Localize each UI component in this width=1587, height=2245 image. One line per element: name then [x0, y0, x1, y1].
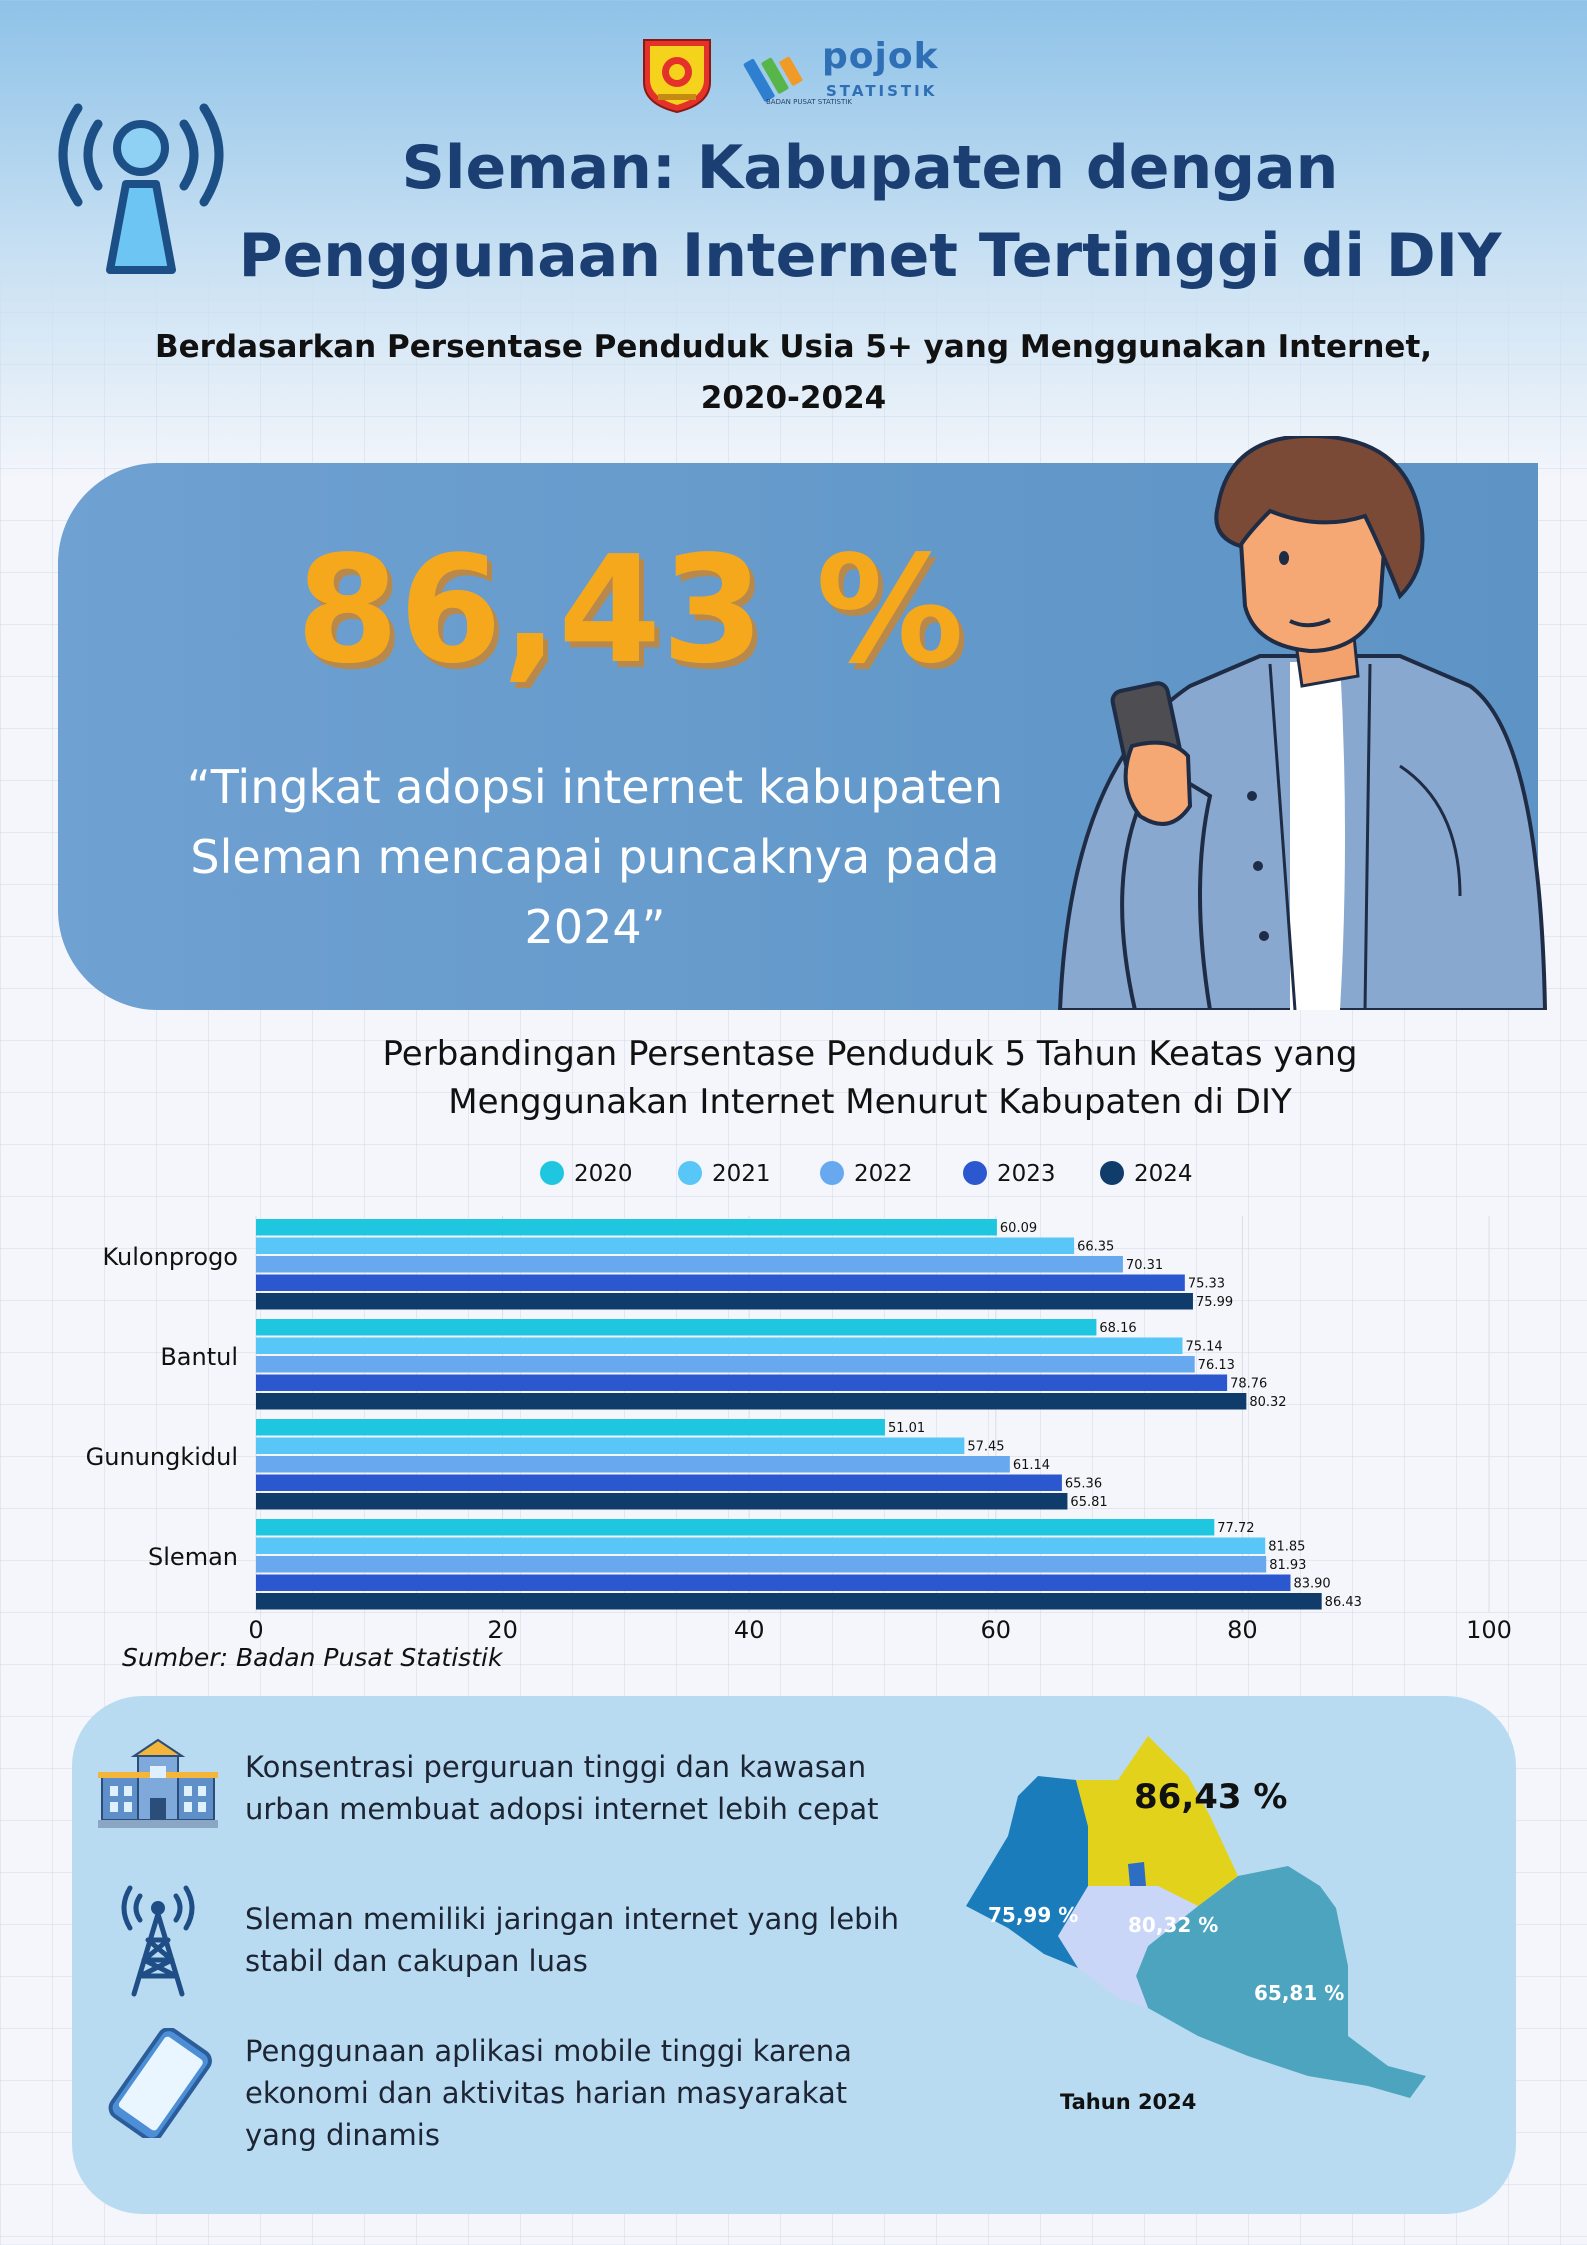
bar: [256, 1293, 1193, 1310]
map-region-sleman: [1076, 1736, 1238, 1906]
bar-value-label: 76.13: [1197, 1358, 1235, 1373]
bar: [256, 1438, 964, 1455]
page-title-line1: Sleman: Kabupaten dengan: [401, 133, 1339, 203]
bar: [256, 1475, 1062, 1492]
category-label: Sleman: [148, 1543, 238, 1571]
map-label-sleman: 86,43 %: [1134, 1777, 1288, 1817]
page-subtitle-line1: Berdasarkan Persentase Penduduk Usia 5+ yang Menggunakan Internet,: [154, 329, 1433, 365]
legend-label: 2023: [997, 1161, 1056, 1187]
category-label: Bantul: [160, 1343, 238, 1371]
info-point-network: Sleman memiliki jaringan internet yang lebih stabil dan cakupan luas: [245, 1902, 900, 1978]
category-label: Kulonprogo: [102, 1243, 238, 1271]
university-seal-logo: [636, 34, 718, 114]
legend-swatch: [678, 1161, 702, 1185]
bar-value-label: 51.01: [887, 1421, 926, 1436]
bar: [256, 1538, 1265, 1555]
bar-value-label: 57.45: [967, 1439, 1005, 1455]
info-point-campus: Konsentrasi perguruan tinggi dan kawasan urban membuat adopsi internet lebih cepat: [245, 1750, 879, 1826]
x-tick-label: 60: [980, 1616, 1012, 1644]
bar-value-label: 68.16: [1099, 1321, 1137, 1336]
page-subtitle: [40, 322, 1547, 424]
legend-label: 2020: [574, 1161, 633, 1187]
bar-chart: [0, 1150, 1587, 1680]
bar-value-label: 86.43: [1324, 1595, 1362, 1610]
bar-value-label: 78.76: [1230, 1376, 1268, 1392]
smartphone-icon: [100, 2028, 220, 2138]
bps-logo-text: BADAN PUSAT STATISTIK: [766, 98, 852, 106]
bar-value-label: 65.81: [1070, 1495, 1108, 1510]
info-point-mobile: Penggunaan aplikasi mobile tinggi karena ekonomi dan aktivitas harian masyarakat yang dinamis: [245, 2034, 852, 2152]
bar: [256, 1493, 1067, 1510]
chart-legend: [540, 1161, 1193, 1187]
bar: [256, 1275, 1185, 1292]
bar: [256, 1593, 1322, 1610]
hero-quote: “Tingkat adopsi internet kabupaten Sleman mencapai puncaknya pada 2024”: [186, 760, 1004, 954]
map-label-kulonprogo: 75,99 %: [988, 1903, 1079, 1927]
map-label-bantul: 80,32 %: [1128, 1913, 1219, 1937]
pojok-logo-text: pojok: [822, 36, 939, 77]
page-title-line2: Penggunaan Internet Tertinggi di DIY: [238, 221, 1502, 291]
chart-title: [120, 1030, 1587, 1126]
bar-value-label: 61.14: [1012, 1458, 1051, 1473]
bar-value-label: 83.90: [1293, 1576, 1331, 1592]
page-title: [190, 124, 1550, 300]
bar-value-label: 60.09: [999, 1221, 1038, 1236]
category-label: Gunungkidul: [85, 1443, 238, 1471]
page-subtitle-line2: 2020-2024: [700, 380, 887, 416]
bar-value-label: 75.14: [1185, 1339, 1223, 1355]
legend-swatch: [963, 1161, 987, 1185]
bar-value-label: 81.85: [1268, 1539, 1306, 1555]
bar: [256, 1338, 1182, 1355]
legend-swatch: [540, 1161, 564, 1185]
bar-value-label: 80.32: [1249, 1395, 1287, 1410]
legend-swatch: [820, 1161, 844, 1185]
bar: [256, 1556, 1266, 1573]
x-tick-label: 20: [487, 1616, 518, 1644]
legend-label: 2022: [854, 1161, 913, 1187]
diy-map: [948, 1736, 1438, 2116]
chart-bars: [256, 1219, 1362, 1610]
bar: [256, 1519, 1214, 1536]
chart-source-note: Sumber: Badan Pusat Statistik: [122, 1643, 503, 1672]
legend-label: 2021: [712, 1161, 771, 1187]
bar: [256, 1238, 1074, 1255]
signal-tower-icon: [118, 1880, 198, 1998]
bar: [256, 1419, 885, 1436]
bar: [256, 1575, 1290, 1592]
chart-title-line1: Perbandingan Persentase Penduduk 5 Tahun Keatas yang: [382, 1034, 1358, 1074]
bar-value-label: 75.33: [1187, 1276, 1226, 1292]
bar: [256, 1319, 1096, 1336]
statistik-logo-text: STATISTIK: [826, 82, 938, 100]
x-tick-label: 100: [1466, 1616, 1512, 1644]
legend-label: 2024: [1134, 1161, 1193, 1187]
bar-value-label: 70.31: [1125, 1258, 1164, 1273]
bar: [256, 1356, 1195, 1373]
bar-value-label: 65.36: [1064, 1476, 1103, 1492]
person-with-phone-illustration: [1040, 436, 1560, 1010]
chart-title-line2: Menggunakan Internet Menurut Kabupaten di DIY: [448, 1082, 1292, 1122]
map-region-kota-yogyakarta: [1128, 1862, 1146, 1886]
bar-value-label: 77.72: [1217, 1521, 1255, 1536]
x-tick-label: 0: [248, 1616, 264, 1644]
x-tick-label: 80: [1227, 1616, 1258, 1644]
bar-value-label: 66.35: [1077, 1239, 1115, 1255]
bar: [256, 1456, 1010, 1473]
hero-statistic: 86,43 %: [296, 524, 964, 696]
x-tick-label: 40: [733, 1616, 765, 1644]
bar-value-label: 75.99: [1195, 1295, 1234, 1310]
map-caption: Tahun 2024: [1060, 2090, 1197, 2114]
bar: [256, 1375, 1227, 1392]
bar: [256, 1393, 1246, 1410]
bar: [256, 1256, 1123, 1273]
university-building-icon: [98, 1736, 218, 1828]
map-label-gunungkidul: 65,81 %: [1254, 1981, 1345, 2005]
bar-value-label: 81.93: [1269, 1558, 1307, 1573]
legend-swatch: [1100, 1161, 1124, 1185]
bar: [256, 1219, 997, 1236]
